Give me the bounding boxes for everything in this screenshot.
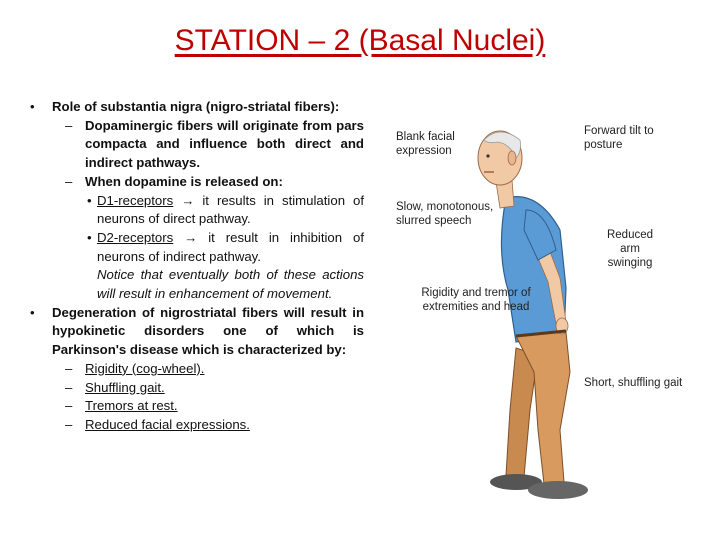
- symptom-item: [30, 379, 364, 398]
- symptom-item: [30, 360, 364, 379]
- sub-bullet-text: When dopamine is released on:: [85, 173, 283, 189]
- label-rigidity: Rigidity and tremor of extremities and head: [421, 287, 531, 313]
- label-shuffling-gait: Short, shuffling gait: [584, 377, 683, 389]
- label-slow-speech: Slow, monotonous, slurred speech: [396, 201, 494, 227]
- parkinson-figure: [388, 110, 688, 510]
- d2-receptor-item: [30, 229, 364, 266]
- symptom-text: Tremors at rest.: [85, 398, 178, 414]
- dash-marker: –: [65, 398, 73, 414]
- symptom-text: Shuffling gait.: [85, 379, 165, 395]
- dash-marker: –: [65, 173, 73, 189]
- bullet-text: Role of substantia nigra (nigro-striatal fibers):: [52, 99, 340, 114]
- bullet-marker: •: [30, 99, 35, 114]
- page-title: STATION – 2 (Basal Nuclei): [174, 24, 546, 57]
- bullet-text: Degeneration of nigrostriatal fibers will result in hypokinetic disorders one of which is Parkinson's disease which is characterized by:: [52, 304, 364, 358]
- label-forward-tilt: Forward tilt to posture: [584, 125, 654, 151]
- dash-marker: –: [65, 117, 73, 133]
- body-text: [30, 98, 364, 435]
- d1-term: D1-receptors: [97, 192, 174, 208]
- dash-marker: –: [65, 416, 73, 432]
- d1-text: → it results in stimulation of neurons of direct pathway.: [97, 192, 364, 227]
- bullet-degeneration: [30, 304, 364, 360]
- bullet-marker: •: [30, 304, 35, 320]
- d2-text: → it result in inhibition of neurons of indirect pathway.: [97, 229, 364, 264]
- shoe-front: [528, 481, 588, 499]
- dash-marker: –: [65, 360, 73, 376]
- dash-marker: –: [65, 379, 73, 395]
- dot-marker: •: [87, 229, 92, 245]
- symptom-item: [30, 416, 364, 435]
- d1-receptor-item: [30, 192, 364, 229]
- symptom-item: [30, 397, 364, 416]
- d2-term: D2-receptors: [97, 229, 174, 245]
- sub-bullet-dopaminergic: [30, 117, 364, 173]
- symptom-text: Rigidity (cog-wheel).: [85, 360, 205, 376]
- dot-marker: •: [87, 192, 92, 208]
- label-reduced-arm: Reduced arm swinging: [606, 229, 654, 269]
- sub-bullet-text: Dopaminergic fibers will originate from pars compacta and influence both direct and indirect pathways.: [85, 117, 364, 171]
- bullet-substantia-nigra: [30, 98, 364, 117]
- note-text: Notice that eventually both of these actions will result in enhancement of movement.: [97, 267, 364, 302]
- symptom-text: Reduced facial expressions.: [85, 416, 250, 432]
- sub-bullet-dopamine-release: [30, 173, 364, 192]
- label-blank-facial: Blank facial expression: [396, 131, 455, 157]
